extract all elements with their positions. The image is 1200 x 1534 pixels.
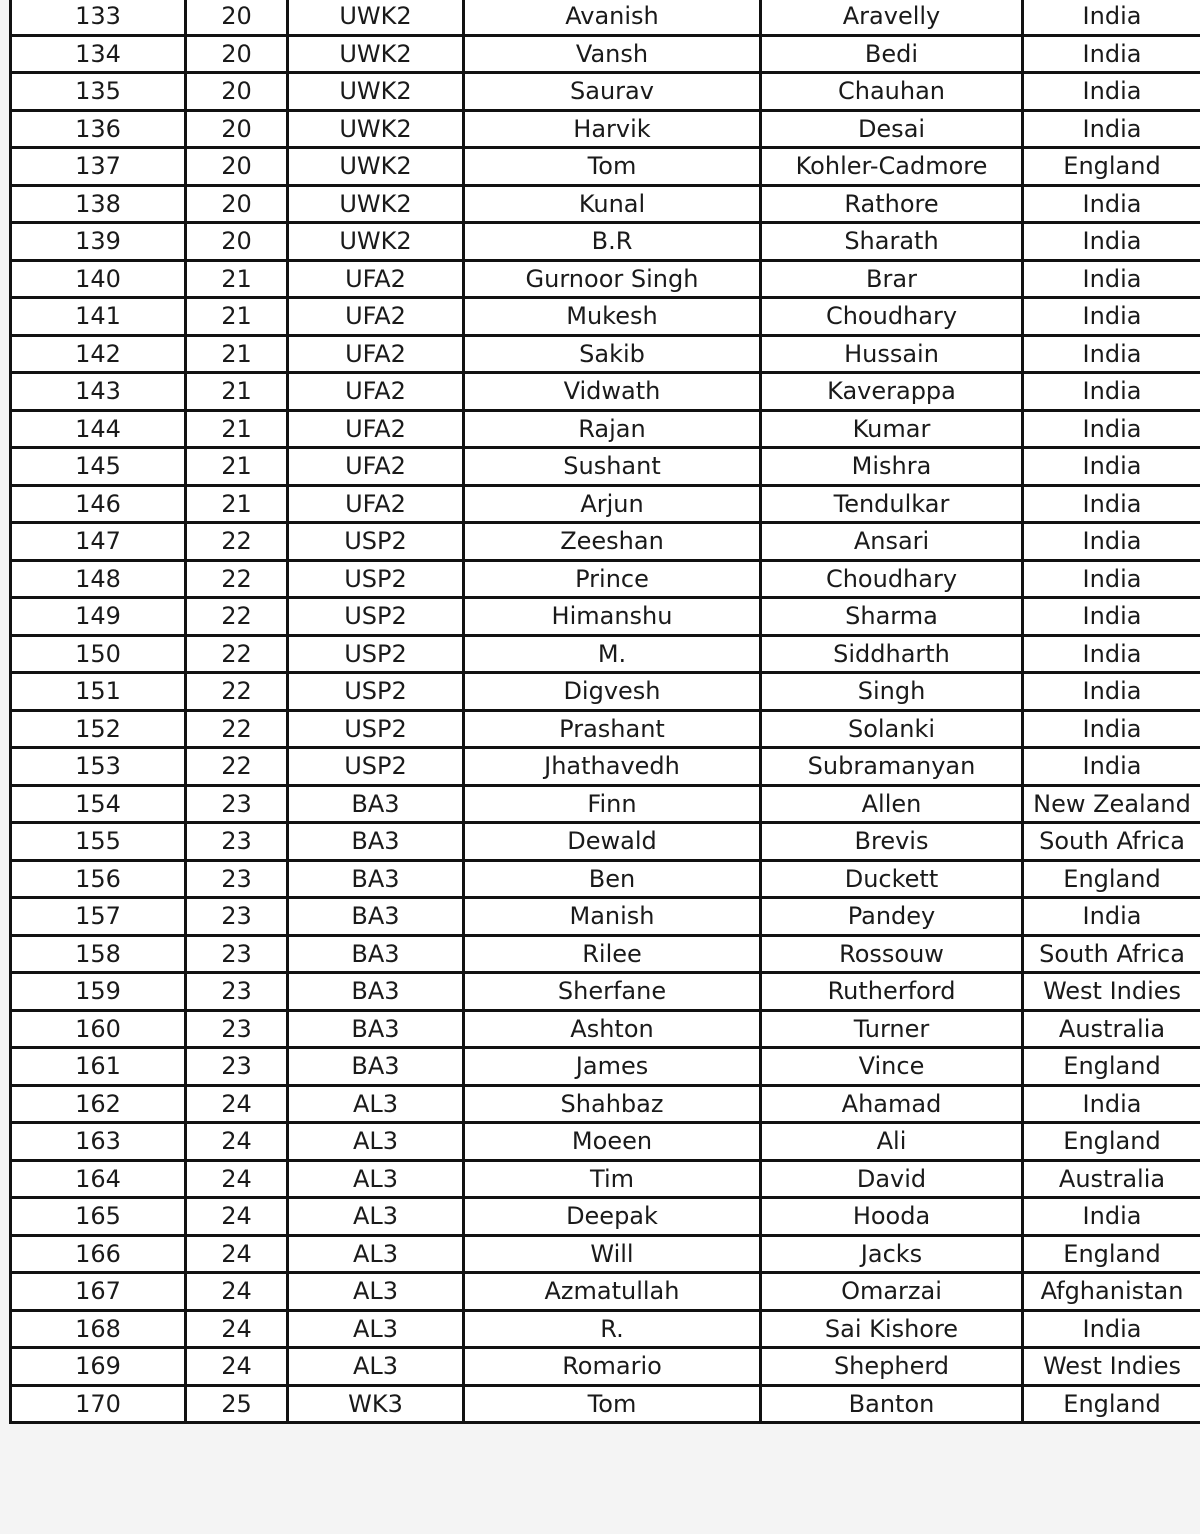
serial-no-cell: 134 (11, 35, 186, 73)
first-name-cell: Harvik (464, 110, 761, 148)
surname-cell: Desai (761, 110, 1023, 148)
table-row (11, 598, 1200, 636)
first-name-cell: Rilee (464, 935, 761, 973)
set-no-cell: 24 (186, 1273, 288, 1311)
first-name-cell: Sushant (464, 448, 761, 486)
surname-cell: Siddharth (761, 635, 1023, 673)
serial-no-cell: 152 (11, 710, 186, 748)
set-no-cell: 20 (186, 148, 288, 186)
country-cell: India (1023, 560, 1200, 598)
first-name-cell: Himanshu (464, 598, 761, 636)
surname-cell: Brevis (761, 823, 1023, 861)
set-code-cell: BA3 (288, 898, 464, 936)
set-code-cell: BA3 (288, 785, 464, 823)
set-code-cell: UWK2 (288, 185, 464, 223)
surname-cell: Choudhary (761, 560, 1023, 598)
serial-no-cell: 151 (11, 673, 186, 711)
serial-no-cell: 166 (11, 1235, 186, 1273)
first-name-cell: Vidwath (464, 373, 761, 411)
country-cell: India (1023, 260, 1200, 298)
serial-no-cell: 157 (11, 898, 186, 936)
set-no-cell: 20 (186, 223, 288, 261)
set-code-cell: BA3 (288, 1010, 464, 1048)
serial-no-cell: 135 (11, 73, 186, 111)
serial-no-cell: 148 (11, 560, 186, 598)
set-no-cell: 21 (186, 410, 288, 448)
serial-no-cell: 138 (11, 185, 186, 223)
surname-cell: David (761, 1160, 1023, 1198)
serial-no-cell: 141 (11, 298, 186, 336)
country-cell: India (1023, 1310, 1200, 1348)
set-no-cell: 22 (186, 598, 288, 636)
surname-cell: Duckett (761, 860, 1023, 898)
set-no-cell: 21 (186, 448, 288, 486)
surname-cell: Sai Kishore (761, 1310, 1023, 1348)
first-name-cell: Kunal (464, 185, 761, 223)
first-name-cell: Dewald (464, 823, 761, 861)
country-cell: India (1023, 185, 1200, 223)
surname-cell: Solanki (761, 710, 1023, 748)
table-row (11, 1310, 1200, 1348)
country-cell: India (1023, 485, 1200, 523)
set-code-cell: USP2 (288, 635, 464, 673)
country-cell: India (1023, 448, 1200, 486)
set-code-cell: UFA2 (288, 335, 464, 373)
country-cell: India (1023, 298, 1200, 336)
set-no-cell: 23 (186, 973, 288, 1011)
country-cell: India (1023, 635, 1200, 673)
serial-no-cell: 165 (11, 1198, 186, 1236)
country-cell: South Africa (1023, 823, 1200, 861)
set-no-cell: 21 (186, 260, 288, 298)
first-name-cell: Tom (464, 148, 761, 186)
set-no-cell: 22 (186, 635, 288, 673)
serial-no-cell: 168 (11, 1310, 186, 1348)
first-name-cell: Arjun (464, 485, 761, 523)
table-row (11, 1348, 1200, 1386)
first-name-cell: Avanish (464, 0, 761, 35)
surname-cell: Rathore (761, 185, 1023, 223)
table-row (11, 898, 1200, 936)
table-row (11, 1048, 1200, 1086)
set-code-cell: USP2 (288, 523, 464, 561)
set-code-cell: AL3 (288, 1273, 464, 1311)
country-cell: Afghanistan (1023, 1273, 1200, 1311)
surname-cell: Omarzai (761, 1273, 1023, 1311)
set-no-cell: 23 (186, 785, 288, 823)
surname-cell: Sharma (761, 598, 1023, 636)
country-cell: India (1023, 598, 1200, 636)
country-cell: India (1023, 710, 1200, 748)
set-no-cell: 21 (186, 298, 288, 336)
first-name-cell: Sakib (464, 335, 761, 373)
table-row (11, 785, 1200, 823)
table-row (11, 260, 1200, 298)
set-code-cell: BA3 (288, 935, 464, 973)
surname-cell: Subramanyan (761, 748, 1023, 786)
first-name-cell: James (464, 1048, 761, 1086)
serial-no-cell: 145 (11, 448, 186, 486)
country-cell: India (1023, 0, 1200, 35)
set-code-cell: USP2 (288, 673, 464, 711)
set-no-cell: 21 (186, 335, 288, 373)
surname-cell: Rutherford (761, 973, 1023, 1011)
serial-no-cell: 169 (11, 1348, 186, 1386)
first-name-cell: Sherfane (464, 973, 761, 1011)
serial-no-cell: 154 (11, 785, 186, 823)
set-no-cell: 23 (186, 823, 288, 861)
set-code-cell: UFA2 (288, 298, 464, 336)
set-code-cell: BA3 (288, 823, 464, 861)
set-code-cell: BA3 (288, 1048, 464, 1086)
country-cell: India (1023, 673, 1200, 711)
country-cell: England (1023, 1385, 1200, 1423)
set-no-cell: 23 (186, 935, 288, 973)
country-cell: India (1023, 110, 1200, 148)
set-code-cell: UFA2 (288, 260, 464, 298)
first-name-cell: Tim (464, 1160, 761, 1198)
first-name-cell: B.R (464, 223, 761, 261)
surname-cell: Shepherd (761, 1348, 1023, 1386)
table-body (11, 0, 1200, 1423)
set-code-cell: UWK2 (288, 148, 464, 186)
surname-cell: Hooda (761, 1198, 1023, 1236)
set-code-cell: UFA2 (288, 448, 464, 486)
set-code-cell: UFA2 (288, 373, 464, 411)
table-row (11, 673, 1200, 711)
surname-cell: Ansari (761, 523, 1023, 561)
country-cell: West Indies (1023, 973, 1200, 1011)
table-row (11, 1273, 1200, 1311)
set-code-cell: AL3 (288, 1085, 464, 1123)
first-name-cell: Manish (464, 898, 761, 936)
table-row (11, 523, 1200, 561)
set-code-cell: AL3 (288, 1235, 464, 1273)
set-code-cell: AL3 (288, 1160, 464, 1198)
serial-no-cell: 146 (11, 485, 186, 523)
table-row (11, 935, 1200, 973)
serial-no-cell: 143 (11, 373, 186, 411)
first-name-cell: Prince (464, 560, 761, 598)
table-row (11, 1385, 1200, 1423)
serial-no-cell: 162 (11, 1085, 186, 1123)
first-name-cell: Ashton (464, 1010, 761, 1048)
serial-no-cell: 133 (11, 0, 186, 35)
serial-no-cell: 139 (11, 223, 186, 261)
serial-no-cell: 149 (11, 598, 186, 636)
set-code-cell: UFA2 (288, 410, 464, 448)
set-no-cell: 23 (186, 860, 288, 898)
country-cell: India (1023, 223, 1200, 261)
country-cell: South Africa (1023, 935, 1200, 973)
country-cell: India (1023, 1085, 1200, 1123)
set-code-cell: UWK2 (288, 73, 464, 111)
country-cell: India (1023, 410, 1200, 448)
surname-cell: Turner (761, 1010, 1023, 1048)
first-name-cell: Tom (464, 1385, 761, 1423)
serial-no-cell: 136 (11, 110, 186, 148)
table-row (11, 823, 1200, 861)
surname-cell: Allen (761, 785, 1023, 823)
set-no-cell: 20 (186, 185, 288, 223)
first-name-cell: M. (464, 635, 761, 673)
table-row (11, 73, 1200, 111)
set-no-cell: 20 (186, 35, 288, 73)
set-no-cell: 23 (186, 898, 288, 936)
first-name-cell: Rajan (464, 410, 761, 448)
set-code-cell: UWK2 (288, 0, 464, 35)
country-cell: West Indies (1023, 1348, 1200, 1386)
serial-no-cell: 167 (11, 1273, 186, 1311)
set-code-cell: AL3 (288, 1123, 464, 1161)
table-row (11, 748, 1200, 786)
table-row (11, 560, 1200, 598)
first-name-cell: R. (464, 1310, 761, 1348)
set-no-cell: 24 (186, 1348, 288, 1386)
table-row (11, 973, 1200, 1011)
set-code-cell: BA3 (288, 973, 464, 1011)
serial-no-cell: 156 (11, 860, 186, 898)
set-code-cell: BA3 (288, 860, 464, 898)
set-no-cell: 22 (186, 748, 288, 786)
table-row (11, 635, 1200, 673)
table-row (11, 335, 1200, 373)
serial-no-cell: 150 (11, 635, 186, 673)
set-no-cell: 23 (186, 1048, 288, 1086)
first-name-cell: Vansh (464, 35, 761, 73)
table-row (11, 1010, 1200, 1048)
table-row (11, 1123, 1200, 1161)
surname-cell: Ali (761, 1123, 1023, 1161)
set-no-cell: 24 (186, 1085, 288, 1123)
surname-cell: Singh (761, 673, 1023, 711)
surname-cell: Kumar (761, 410, 1023, 448)
table-row (11, 373, 1200, 411)
surname-cell: Tendulkar (761, 485, 1023, 523)
set-no-cell: 20 (186, 73, 288, 111)
set-no-cell: 24 (186, 1310, 288, 1348)
first-name-cell: Finn (464, 785, 761, 823)
surname-cell: Hussain (761, 335, 1023, 373)
table-row (11, 0, 1200, 35)
country-cell: England (1023, 1123, 1200, 1161)
country-cell: India (1023, 898, 1200, 936)
set-no-cell: 24 (186, 1198, 288, 1236)
country-cell: England (1023, 148, 1200, 186)
set-no-cell: 21 (186, 485, 288, 523)
set-code-cell: UFA2 (288, 485, 464, 523)
surname-cell: Pandey (761, 898, 1023, 936)
table-row (11, 410, 1200, 448)
serial-no-cell: 153 (11, 748, 186, 786)
set-no-cell: 22 (186, 523, 288, 561)
set-code-cell: UWK2 (288, 35, 464, 73)
serial-no-cell: 163 (11, 1123, 186, 1161)
first-name-cell: Prashant (464, 710, 761, 748)
country-cell: India (1023, 335, 1200, 373)
first-name-cell: Jhathavedh (464, 748, 761, 786)
player-list-table (9, 0, 1200, 1424)
table-row (11, 860, 1200, 898)
serial-no-cell: 140 (11, 260, 186, 298)
surname-cell: Chauhan (761, 73, 1023, 111)
serial-no-cell: 170 (11, 1385, 186, 1423)
set-no-cell: 21 (186, 373, 288, 411)
serial-no-cell: 159 (11, 973, 186, 1011)
surname-cell: Bedi (761, 35, 1023, 73)
surname-cell: Kaverappa (761, 373, 1023, 411)
first-name-cell: Azmatullah (464, 1273, 761, 1311)
set-code-cell: USP2 (288, 560, 464, 598)
surname-cell: Kohler-Cadmore (761, 148, 1023, 186)
table-row (11, 1235, 1200, 1273)
set-no-cell: 20 (186, 110, 288, 148)
table-row (11, 485, 1200, 523)
serial-no-cell: 161 (11, 1048, 186, 1086)
set-no-cell: 20 (186, 0, 288, 35)
set-code-cell: AL3 (288, 1348, 464, 1386)
set-code-cell: USP2 (288, 598, 464, 636)
set-code-cell: UWK2 (288, 110, 464, 148)
table-row (11, 35, 1200, 73)
set-no-cell: 25 (186, 1385, 288, 1423)
table-row (11, 185, 1200, 223)
serial-no-cell: 137 (11, 148, 186, 186)
surname-cell: Ahamad (761, 1085, 1023, 1123)
surname-cell: Aravelly (761, 0, 1023, 35)
surname-cell: Banton (761, 1385, 1023, 1423)
first-name-cell: Romario (464, 1348, 761, 1386)
surname-cell: Sharath (761, 223, 1023, 261)
table-row (11, 110, 1200, 148)
country-cell: Australia (1023, 1160, 1200, 1198)
set-code-cell: AL3 (288, 1310, 464, 1348)
set-no-cell: 24 (186, 1160, 288, 1198)
set-no-cell: 23 (186, 1010, 288, 1048)
set-no-cell: 22 (186, 673, 288, 711)
country-cell: Australia (1023, 1010, 1200, 1048)
surname-cell: Mishra (761, 448, 1023, 486)
first-name-cell: Deepak (464, 1198, 761, 1236)
serial-no-cell: 142 (11, 335, 186, 373)
country-cell: India (1023, 748, 1200, 786)
table-row (11, 298, 1200, 336)
table-row (11, 448, 1200, 486)
country-cell: India (1023, 373, 1200, 411)
set-no-cell: 24 (186, 1235, 288, 1273)
set-code-cell: WK3 (288, 1385, 464, 1423)
first-name-cell: Saurav (464, 73, 761, 111)
table-row (11, 1198, 1200, 1236)
surname-cell: Rossouw (761, 935, 1023, 973)
set-no-cell: 24 (186, 1123, 288, 1161)
serial-no-cell: 158 (11, 935, 186, 973)
serial-no-cell: 144 (11, 410, 186, 448)
table-row (11, 1085, 1200, 1123)
set-no-cell: 22 (186, 710, 288, 748)
table-row (11, 223, 1200, 261)
first-name-cell: Gurnoor Singh (464, 260, 761, 298)
serial-no-cell: 164 (11, 1160, 186, 1198)
first-name-cell: Digvesh (464, 673, 761, 711)
country-cell: England (1023, 1235, 1200, 1273)
country-cell: India (1023, 523, 1200, 561)
first-name-cell: Moeen (464, 1123, 761, 1161)
serial-no-cell: 160 (11, 1010, 186, 1048)
country-cell: India (1023, 73, 1200, 111)
surname-cell: Choudhary (761, 298, 1023, 336)
set-no-cell: 22 (186, 560, 288, 598)
first-name-cell: Shahbaz (464, 1085, 761, 1123)
serial-no-cell: 155 (11, 823, 186, 861)
surname-cell: Brar (761, 260, 1023, 298)
set-code-cell: AL3 (288, 1198, 464, 1236)
first-name-cell: Will (464, 1235, 761, 1273)
surname-cell: Jacks (761, 1235, 1023, 1273)
country-cell: England (1023, 860, 1200, 898)
country-cell: New Zealand (1023, 785, 1200, 823)
table-row (11, 1160, 1200, 1198)
first-name-cell: Mukesh (464, 298, 761, 336)
country-cell: England (1023, 1048, 1200, 1086)
table-row (11, 710, 1200, 748)
set-code-cell: USP2 (288, 748, 464, 786)
first-name-cell: Zeeshan (464, 523, 761, 561)
country-cell: India (1023, 1198, 1200, 1236)
table-row (11, 148, 1200, 186)
country-cell: India (1023, 35, 1200, 73)
set-code-cell: USP2 (288, 710, 464, 748)
set-code-cell: UWK2 (288, 223, 464, 261)
surname-cell: Vince (761, 1048, 1023, 1086)
serial-no-cell: 147 (11, 523, 186, 561)
first-name-cell: Ben (464, 860, 761, 898)
